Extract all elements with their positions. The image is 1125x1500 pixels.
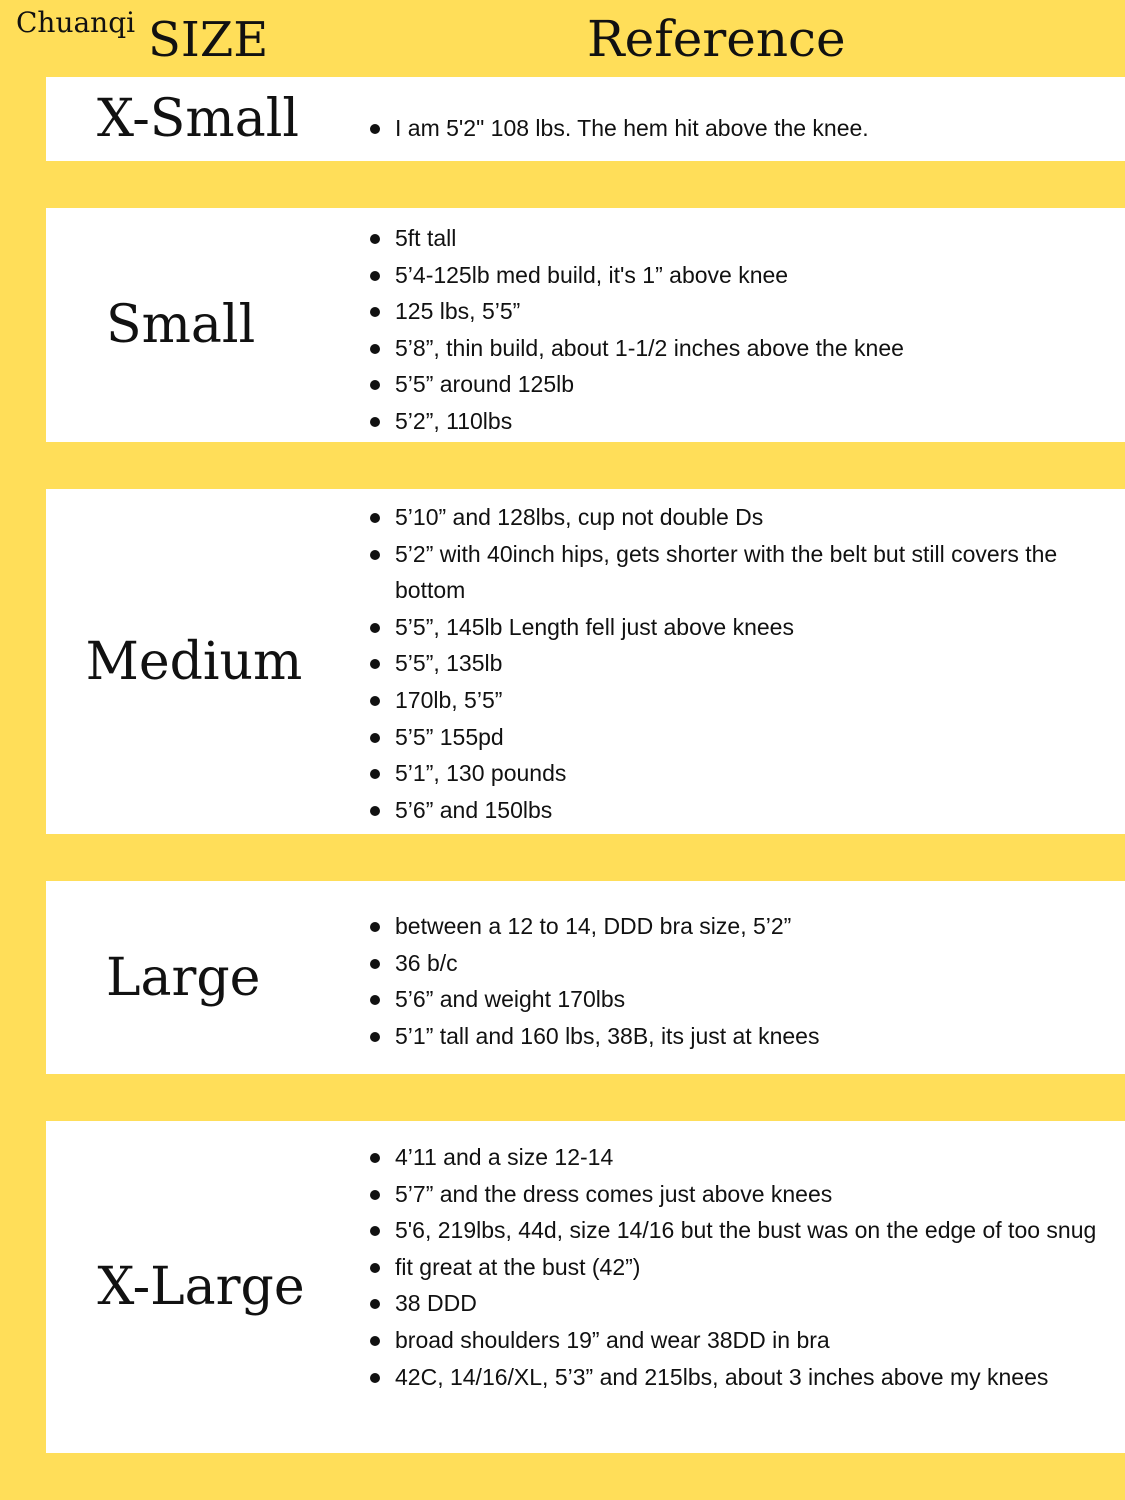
size-label: Medium xyxy=(85,631,303,692)
list-item: 36 b/c xyxy=(369,945,1117,982)
list-item: 5’2” with 40inch hips, gets shorter with the belt but still covers the bottom xyxy=(369,536,1117,609)
reference-list xyxy=(369,110,1117,147)
size-row-medium xyxy=(46,489,1125,834)
list-item: 5’6” and 150lbs xyxy=(369,792,1117,829)
list-item: 5’1”, 130 pounds xyxy=(369,755,1117,792)
reference-column-heading: Reference xyxy=(587,10,846,68)
list-item: 5’10” and 128lbs, cup not double Ds xyxy=(369,499,1117,536)
list-item: fit great at the bust (42”) xyxy=(369,1249,1117,1286)
list-item: 42C, 14/16/XL, 5’3” and 215lbs, about 3 inches above my knees xyxy=(369,1359,1117,1396)
size-row-large xyxy=(46,881,1125,1074)
list-item: 125 lbs, 5’5” xyxy=(369,293,1117,330)
list-item: 5’5”, 135lb xyxy=(369,645,1117,682)
list-item: 170lb, 5’5” xyxy=(369,682,1117,719)
list-item: 4’11 and a size 12-14 xyxy=(369,1139,1117,1176)
size-row-small xyxy=(46,208,1125,442)
reference-list xyxy=(369,499,1117,828)
list-item: I am 5'2" 108 lbs. The hem hit above the knee. xyxy=(369,110,1117,147)
list-item: 38 DDD xyxy=(369,1285,1117,1322)
size-row-x-large xyxy=(46,1121,1125,1453)
size-label: Large xyxy=(106,947,261,1008)
brand-name: Chuanqi xyxy=(16,6,136,39)
list-item: 5’1” tall and 160 lbs, 38B, its just at knees xyxy=(369,1018,1117,1055)
size-row-x-small xyxy=(46,77,1125,161)
list-item: between a 12 to 14, DDD bra size, 5’2” xyxy=(369,908,1117,945)
list-item: 5’8”, thin build, about 1-1/2 inches above the knee xyxy=(369,330,1117,367)
list-item: 5’6” and weight 170lbs xyxy=(369,981,1117,1018)
list-item: 5’5”, 145lb Length fell just above knees xyxy=(369,609,1117,646)
list-item: 5ft tall xyxy=(369,220,1117,257)
list-item: 5’4-125lb med build, it's 1” above knee xyxy=(369,257,1117,294)
reference-list xyxy=(369,908,1117,1054)
list-item: 5’2”, 110lbs xyxy=(369,403,1117,440)
list-item: broad shoulders 19” and wear 38DD in bra xyxy=(369,1322,1117,1359)
size-label: X-Small xyxy=(97,89,299,149)
size-label: X-Large xyxy=(97,1257,305,1317)
list-item: 5'6, 219lbs, 44d, size 14/16 but the bust was on the edge of too snug xyxy=(369,1212,1117,1249)
list-item: 5’7” and the dress comes just above knees xyxy=(369,1176,1117,1213)
list-item: 5’5” 155pd xyxy=(369,719,1117,756)
list-item: 5’5” around 125lb xyxy=(369,366,1117,403)
reference-list xyxy=(369,1139,1117,1395)
reference-list xyxy=(369,220,1117,440)
size-column-heading: SIZE xyxy=(148,12,269,68)
size-label: Small xyxy=(106,295,256,355)
